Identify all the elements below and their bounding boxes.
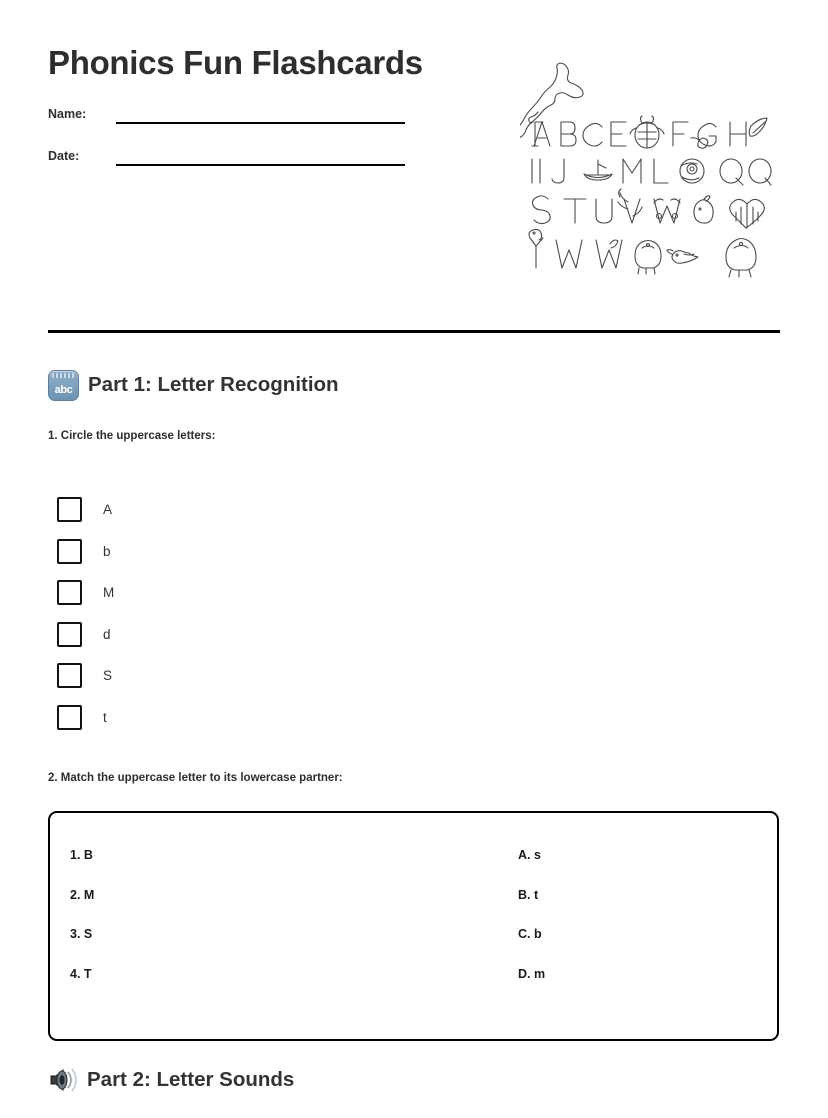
checkbox[interactable] [57, 622, 82, 647]
kiwi-letter-a [635, 241, 661, 275]
paua-letter-o [680, 159, 704, 183]
question-2-label: 2. Match the uppercase letter to its lowercase partner: [48, 772, 343, 784]
list-item[interactable] [57, 655, 357, 697]
date-input-line[interactable] [116, 150, 405, 166]
checkbox[interactable] [57, 497, 82, 522]
abc-icon-label: abc [54, 384, 73, 396]
list-item[interactable] [57, 489, 357, 531]
checkbox-label: S [103, 668, 113, 683]
match-left-item[interactable]: 2. M [70, 887, 95, 902]
checkbox[interactable] [57, 539, 82, 564]
matching-exercise-box [48, 811, 779, 1041]
table-row [70, 968, 757, 1008]
list-item[interactable] [57, 531, 357, 573]
table-row [70, 928, 757, 968]
koru-letter-w [654, 199, 680, 223]
part2-heading [48, 1066, 294, 1094]
date-field-label: Date: [48, 149, 80, 164]
waka-letter-k [584, 160, 612, 180]
table-row [70, 889, 757, 929]
alphabet-row-1 [532, 116, 767, 148]
name-field-label: Name: [48, 107, 87, 122]
checkbox[interactable] [57, 580, 82, 605]
bird-letter-u [694, 196, 713, 223]
match-right-item[interactable]: B. t [518, 887, 539, 902]
beetle-letter-d [630, 116, 664, 148]
alphabet-illustration [520, 56, 772, 288]
list-item[interactable] [57, 697, 357, 739]
bird-letter-y [529, 229, 543, 268]
match-left-item[interactable]: 1. B [70, 848, 93, 862]
checkbox-label: b [103, 543, 111, 559]
name-input-line[interactable] [116, 108, 405, 124]
checkbox-label: t [103, 709, 107, 725]
section-divider [48, 330, 780, 333]
alphabet-row-4 [529, 229, 756, 277]
match-right-item[interactable]: D. m [518, 966, 546, 981]
new-zealand-map-icon [520, 63, 583, 139]
alphabet-row-3 [533, 189, 765, 228]
checkbox-label: M [103, 585, 115, 600]
match-right-item[interactable]: C. b [518, 927, 542, 941]
fern-letter-v [618, 189, 642, 223]
alphabet-row-2 [532, 159, 771, 185]
checkbox[interactable] [57, 663, 82, 688]
kiwi-letter-g [691, 123, 716, 148]
checkbox-label: A [103, 502, 113, 517]
checkbox-label: d [103, 626, 111, 642]
small-bird-icon [667, 250, 698, 264]
part2-title: Part 2: Letter Sounds [87, 1067, 295, 1091]
match-left-item[interactable]: 4. T [70, 966, 92, 981]
kiwi-bird-icon [726, 239, 756, 278]
list-item[interactable] [57, 614, 357, 656]
part1-heading [48, 370, 339, 401]
speaker-icon [48, 1066, 78, 1094]
heart-leaf-icon [730, 199, 765, 228]
matching-columns [70, 849, 757, 1007]
match-left-item[interactable]: 3. S [70, 927, 93, 941]
page-title: Phonics Fun Flashcards [48, 44, 423, 81]
question-1-label: 1. Circle the uppercase letters: [48, 430, 216, 442]
letter-checkbox-list [57, 489, 357, 738]
match-right-item[interactable]: A. s [518, 848, 541, 862]
checkbox[interactable] [57, 705, 82, 730]
table-row [70, 849, 757, 889]
part1-title: Part 1: Letter Recognition [88, 373, 339, 397]
abc-icon [48, 370, 79, 401]
list-item[interactable] [57, 572, 357, 614]
